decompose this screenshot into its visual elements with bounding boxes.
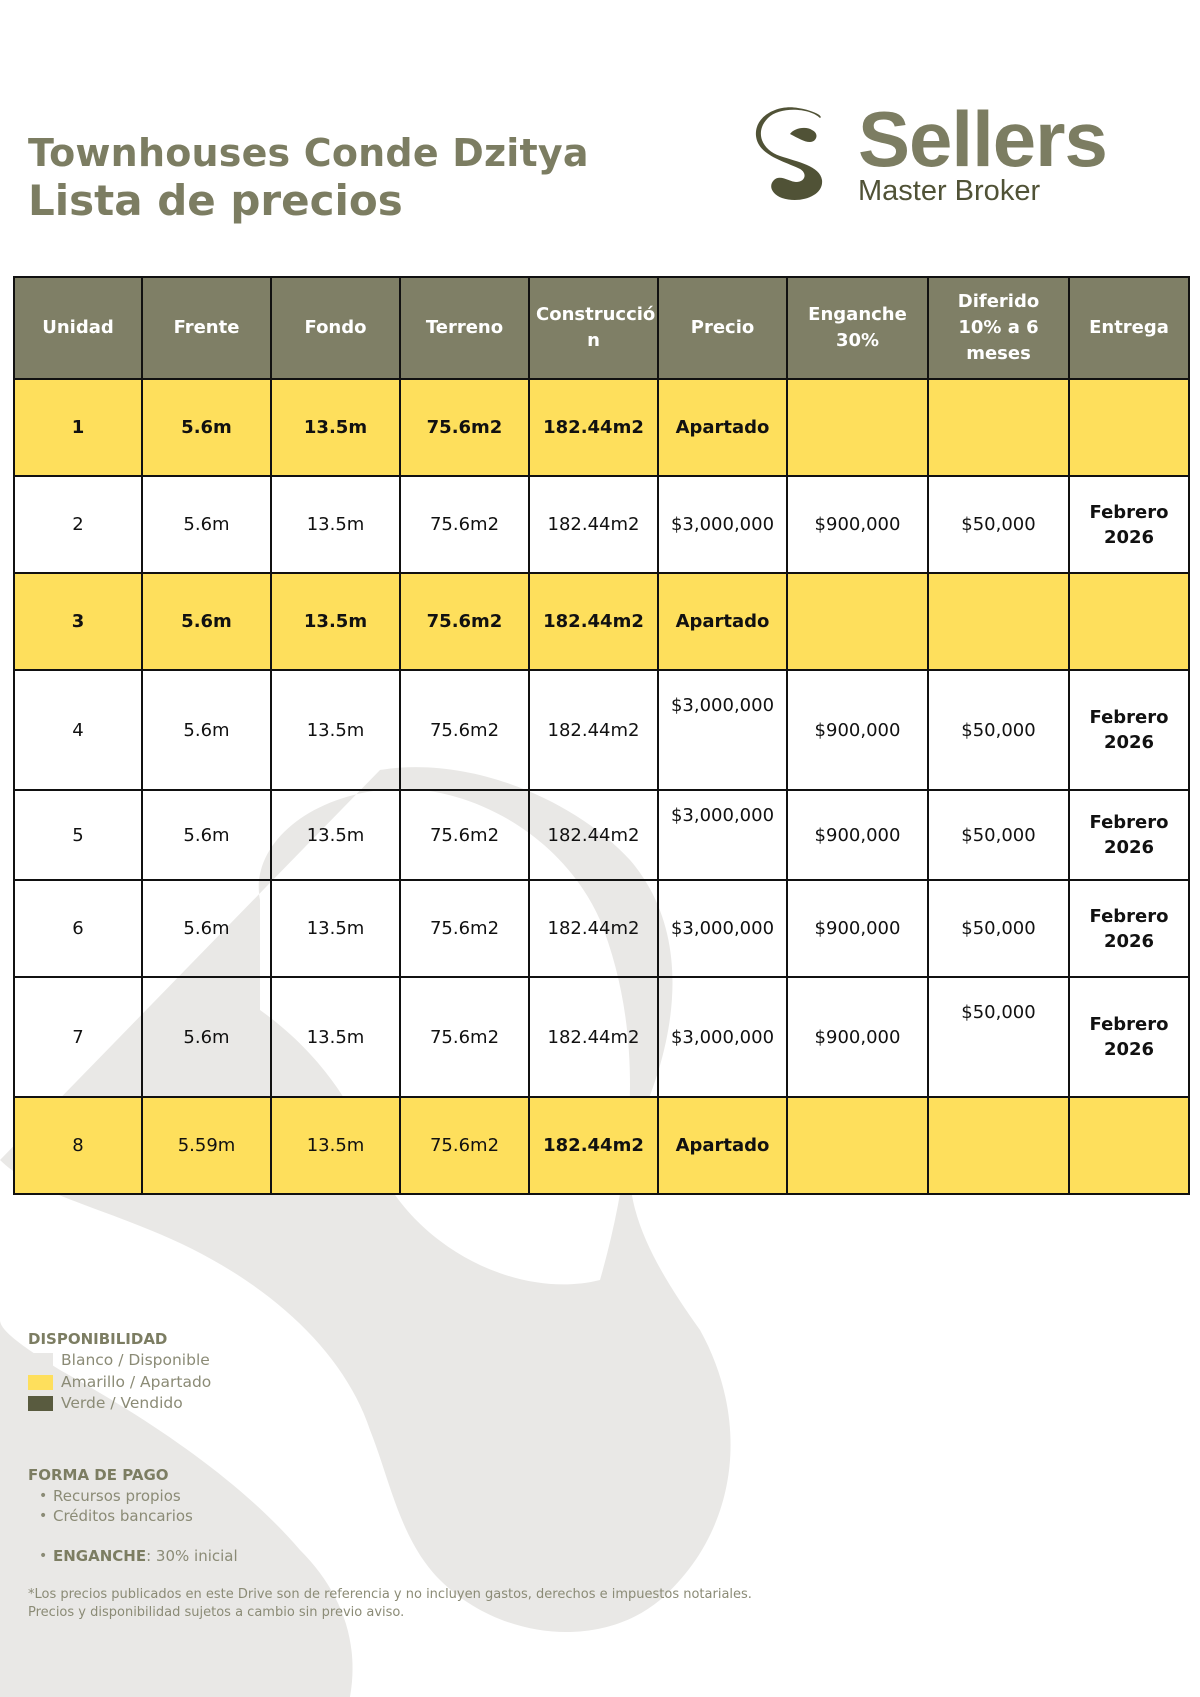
cell-construccion: 182.44m2	[529, 476, 658, 573]
cell-unidad: 2	[14, 476, 142, 573]
cell-frente: 5.6m	[142, 977, 271, 1097]
cell-fondo: 13.5m	[271, 379, 400, 476]
cell-entrega: Febrero 2026	[1069, 476, 1189, 573]
cell-fondo: 13.5m	[271, 1097, 400, 1194]
cell-terreno: 75.6m2	[400, 670, 529, 790]
cell-diferido	[928, 573, 1069, 670]
cell-frente: 5.6m	[142, 379, 271, 476]
cell-frente: 5.6m	[142, 573, 271, 670]
cell-precio: $3,000,000	[658, 670, 787, 790]
cell-frente: 5.6m	[142, 880, 271, 977]
table-row	[14, 790, 1189, 880]
cell-diferido: $50,000	[928, 476, 1069, 573]
cell-precio: $3,000,000	[658, 476, 787, 573]
legend-label: Amarillo / Apartado	[61, 1372, 212, 1391]
legend-item-disponible	[28, 1350, 211, 1372]
cell-diferido: $50,000	[928, 977, 1069, 1097]
table-row	[14, 476, 1189, 573]
table-row	[14, 1097, 1189, 1194]
cell-diferido: $50,000	[928, 670, 1069, 790]
cell-fondo: 13.5m	[271, 476, 400, 573]
cell-terreno: 75.6m2	[400, 790, 529, 880]
cell-enganche	[787, 573, 928, 670]
list-item: • Créditos bancarios	[28, 1506, 193, 1526]
cell-terreno: 75.6m2	[400, 573, 529, 670]
column-header-fondo: Fondo	[271, 277, 400, 379]
cell-terreno: 75.6m2	[400, 476, 529, 573]
column-header-enganche: Enganche 30%	[787, 277, 928, 379]
cell-enganche: $900,000	[787, 476, 928, 573]
cell-diferido: $50,000	[928, 880, 1069, 977]
cell-unidad: 5	[14, 790, 142, 880]
cell-terreno: 75.6m2	[400, 1097, 529, 1194]
column-header-terreno: Terreno	[400, 277, 529, 379]
cell-unidad: 6	[14, 880, 142, 977]
logo-subtitle: Master Broker	[858, 175, 1041, 207]
availability-legend	[28, 1330, 211, 1415]
cell-precio: Apartado	[658, 379, 787, 476]
cell-precio: $3,000,000	[658, 977, 787, 1097]
enganche-label: ENGANCHE	[53, 1547, 147, 1565]
enganche-value: : 30% inicial	[146, 1547, 238, 1565]
cell-terreno: 75.6m2	[400, 880, 529, 977]
cell-entrega: Febrero 2026	[1069, 880, 1189, 977]
cell-fondo: 13.5m	[271, 573, 400, 670]
table-row	[14, 573, 1189, 670]
cell-entrega	[1069, 379, 1189, 476]
cell-frente: 5.6m	[142, 670, 271, 790]
logo-wordmark: Sellers	[858, 95, 1107, 183]
payment-title: FORMA DE PAGO	[28, 1466, 169, 1484]
cell-enganche: $900,000	[787, 790, 928, 880]
legend-label: Verde / Vendido	[61, 1394, 183, 1412]
payment-methods	[28, 1466, 193, 1526]
cell-unidad: 1	[14, 379, 142, 476]
column-header-entrega: Entrega	[1069, 277, 1189, 379]
cell-entrega: Febrero 2026	[1069, 670, 1189, 790]
table-row	[14, 670, 1189, 790]
table-row	[14, 977, 1189, 1097]
column-header-construccion: Construcció n	[529, 277, 658, 379]
sellers-s-mark-icon	[750, 106, 840, 206]
legend-item-apartado	[28, 1372, 211, 1394]
cell-entrega	[1069, 573, 1189, 670]
cell-enganche	[787, 1097, 928, 1194]
cell-diferido	[928, 1097, 1069, 1194]
cell-fondo: 13.5m	[271, 670, 400, 790]
table-header-row	[14, 277, 1189, 379]
price-table	[13, 276, 1190, 1195]
table-row	[14, 880, 1189, 977]
cell-entrega: Febrero 2026	[1069, 790, 1189, 880]
legend-swatch-yellow	[28, 1375, 53, 1390]
project-title: Townhouses Conde Dzitya	[28, 131, 589, 175]
cell-entrega: Febrero 2026	[1069, 977, 1189, 1097]
cell-enganche: $900,000	[787, 977, 928, 1097]
page-title-block	[28, 130, 589, 226]
legend-title: DISPONIBILIDAD	[28, 1330, 168, 1348]
column-header-unidad: Unidad	[14, 277, 142, 379]
cell-terreno: 75.6m2	[400, 379, 529, 476]
cell-unidad: 4	[14, 670, 142, 790]
column-header-diferido: Diferido 10% a 6 meses	[928, 277, 1069, 379]
cell-precio: Apartado	[658, 1097, 787, 1194]
cell-fondo: 13.5m	[271, 880, 400, 977]
cell-entrega	[1069, 1097, 1189, 1194]
legend-item-vendido	[28, 1393, 211, 1415]
price-list-title: Lista de precios	[28, 176, 403, 225]
cell-precio: $3,000,000	[658, 880, 787, 977]
cell-construccion: 182.44m2	[529, 880, 658, 977]
cell-unidad: 7	[14, 977, 142, 1097]
cell-construccion: 182.44m2	[529, 977, 658, 1097]
cell-fondo: 13.5m	[271, 977, 400, 1097]
cell-diferido: $50,000	[928, 790, 1069, 880]
cell-construccion: 182.44m2	[529, 379, 658, 476]
cell-construccion: 182.44m2	[529, 573, 658, 670]
cell-precio: $3,000,000	[658, 790, 787, 880]
cell-construccion: 182.44m2	[529, 1097, 658, 1194]
disclaimer-footnote: *Los precios publicados en este Drive son de referencia y no incluyen gastos, derechos e impuestos notariales. Precios y disponibilidad sujetos a cambio sin previo aviso.	[28, 1587, 752, 1620]
cell-construccion: 182.44m2	[529, 790, 658, 880]
cell-construccion: 182.44m2	[529, 670, 658, 790]
cell-unidad: 3	[14, 573, 142, 670]
list-item: • Recursos propios	[28, 1486, 193, 1506]
sellers-logo	[760, 95, 1150, 218]
table-row	[14, 379, 1189, 476]
cell-enganche: $900,000	[787, 670, 928, 790]
column-header-frente: Frente	[142, 277, 271, 379]
cell-fondo: 13.5m	[271, 790, 400, 880]
cell-precio: Apartado	[658, 573, 787, 670]
cell-enganche: $900,000	[787, 880, 928, 977]
cell-terreno: 75.6m2	[400, 977, 529, 1097]
cell-frente: 5.59m	[142, 1097, 271, 1194]
cell-enganche	[787, 379, 928, 476]
column-header-precio: Precio	[658, 277, 787, 379]
cell-diferido	[928, 379, 1069, 476]
cell-frente: 5.6m	[142, 790, 271, 880]
legend-label: Blanco / Disponible	[61, 1351, 210, 1369]
legend-swatch-green	[28, 1396, 53, 1411]
cell-frente: 5.6m	[142, 476, 271, 573]
enganche-note	[28, 1546, 238, 1566]
cell-unidad: 8	[14, 1097, 142, 1194]
legend-swatch-white	[28, 1353, 53, 1368]
